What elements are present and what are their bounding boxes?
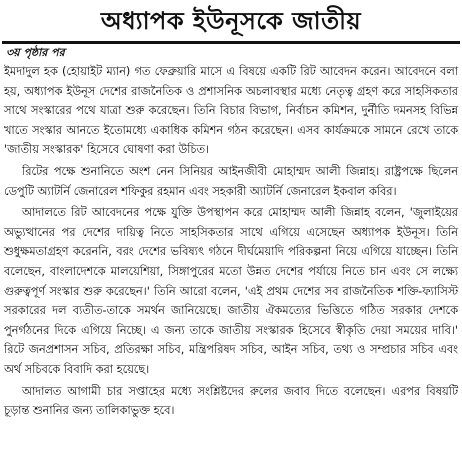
continued-from-label: ৩য় পৃষ্ঠার পর (6, 46, 65, 59)
paragraph-hearing-counsel: রিটের পক্ষে শুনানিতে অংশ নেন সিনিয়র আইনজীবী মোহাম্মদ আলী জিন্নাহ। রাষ্ট্রপক্ষে ছিলেন ডেপুটি অ্যাটর্নি জেনারেল শফিকুর রহমান এবং সহকারী অ্যাটর্নি জেনারেল ইকবাল কবির। (4, 164, 458, 198)
headline: অধ্যাপক ইউনূসকে জাতীয় (100, 6, 362, 35)
headline-rule (2, 41, 460, 44)
paragraph-petition: ইমদাদুল হক (হোয়াইট ম্যান) গত ফেব্রুয়ারি মাসে এ বিষয়ে একটি রিট আবেদন করেন। আবেদনে বলা হয়, অধ্যাপক ইউনূস দেশের রাজনৈতিক ও প্রশাসনিক অচলাবস্থার মধ্যে নেতৃত্ব গ্রহণ করে সাহসিকতার সাথে সংস্কারের পথে যাত্রা শুরু করেছেন। তিনি বিচার বিভাগ, নির্বাচন কমিশন, দুর্নীতি দমনসহ বিভিন্ন খাতে সংস্কার আনতে ইতোমধ্যে একাধিক কমিশন গঠন করেছেন। এসব কার্যক্রমকে সামনে রেখে তাকে 'জাতীয় সংস্কারক' হিসেবে ঘোষণা করা উচিত। (4, 65, 458, 157)
article-body (4, 62, 458, 423)
paragraph-arguments: আদালতে রিট আবেদনের পক্ষে যুক্তি উপস্থাপন করে মোহাম্মদ আলী জিন্নাহ বলেন, 'জুলাইয়ের অভ্যুত্থানের পর দেশের দায়িত্ব নিতে সাহসিকতার সাথে এগিয়ে এসেছেন অধ্যাপক ইউনূস। তিনি শুধুক্ষমতাগ্রহণ করেননি, বরং দেশের ভবিষ্যৎ গঠনে দীর্ঘমেয়াদি পরিকল্পনা নিয়ে এগিয়ে যাচ্ছেন। তিনি বলেছেন, বাংলাদেশকে মালয়েশিয়া, সিঙ্গাপুরের মতো উন্নত দেশের পর্যায়ে নিতে চান এবং সে লক্ষ্যে গুরুত্বপূর্ণ সংস্কার শুরু করেছেন।' তিনি আরো বলেন, 'এই প্রথম দেশের সব রাজনৈতিক শক্তি-ফ্যাসিস্ট সরকারের দল ব্যতীত-তাকে সমর্থন জানিয়েছে। জাতীয় ঐকমত্যের ভিত্তিতে গঠিত সরকার দেশকে পুনর্গঠনের দিকে এগিয়ে নিচ্ছে। এ জন্য তাকে জাতীয় সংস্কারক হিসেবে স্বীকৃতি দেয়া সময়ের দাবি।' রিটে জনপ্রশাসন সচিব, প্রতিরক্ষা সচিব, মন্ত্রিপরিষদ সচিব, আইন সচিব, তথ্য ও সম্প্রচার সচিব এবং অর্থ সচিবকে বিবাদি করা হয়েছে। (4, 206, 458, 376)
paragraph-court-order: আদালত আগামী চার সপ্তাহের মধ্যে সংশ্লিষ্টদের রুলের জবাব দিতে বলেছেন। এরপর বিষয়টি চূড়ান্ত শুনানির জন্য তালিকাভুক্ত হবে। (4, 384, 458, 418)
